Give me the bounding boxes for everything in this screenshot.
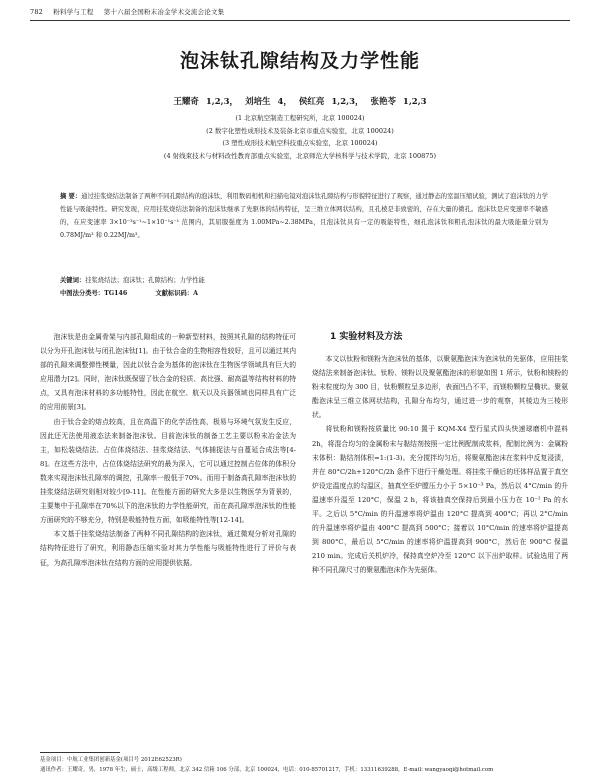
clc-number: 中图法分类号：TG146 bbox=[60, 290, 128, 297]
affiliation: (3 塑性成形技术航空科技重点实验室，北京 100024) bbox=[222, 139, 378, 147]
author: 刘培生 4 bbox=[245, 97, 284, 107]
keywords-text: 挂浆烧结法；泡沫钛；孔隙结构；力学性能 bbox=[85, 277, 205, 284]
footnotes bbox=[40, 755, 580, 775]
keywords-label: 关键词： bbox=[60, 277, 86, 284]
body-paragraph: 泡沫钛是由金属骨架与内部孔隙组成的一种新型材料，按照其孔隙的结构特征可以分为开孔泡沫钛与闭孔泡沫钛[1]。由于钛合金的生物相容性较好，且可以通过其内部的孔隙来调整弹性模量，因此以钛合金为基体的泡沫钛在生物医学领域具有巨大的应用潜力[2]。同时，泡沫钛既保留了钛合金的轻质、高比强、耐高温等结构材料的特点，又具有泡沫材料的多功能特性，因此在航空、航天以及兵器领域也同样具有广泛的应用前景[3]。 bbox=[40, 333, 296, 412]
abstract bbox=[60, 190, 548, 242]
classification-line bbox=[60, 287, 548, 300]
document-code: 文献标识码：A bbox=[155, 290, 198, 297]
keywords bbox=[60, 274, 548, 287]
body-paragraph: 由于钛合金的熔点较高，且在高温下的化学活性高，极易与环境气氛发生反应，因此还无法使用液态法来制备泡沫钛。目前泡沫钛的制备工艺主要以粉末冶金法为主，如松装烧结法、占位体烧结法、挂浆烧结法、气体捕捉法与自蔓延合成法等[4-8]。在这些方法中，占位体烧结法研究的最为深入，它可以通过控制占位体的体积分数来实现泡沫钛孔隙率的调控，孔隙率一般低于70%。而用于制备高孔隙率泡沫钛的挂浆烧结法研究则相对较少[9-11]。在性能方面的研究大多是以生物医学为背景的，主要集中于孔隙率在70%以下的泡沫钛的力学性能研究，而在高孔隙率泡沫钛的性能方面研究的不够充分，特别是吸能特性方面，如吸能特性等[12-14]。 bbox=[40, 417, 296, 525]
footnote-divider bbox=[40, 752, 120, 753]
body-paragraph: 将钛粉和镁粉按质量比 90:10 置于 KQM-X4 型行星式四头快速球磨机中混料 2h，将混合均匀的金属粉末与黏结剂按照一定比例配制成浆料，配制比例为：金属粉末体积：黏结剂体积=1:(1-3)。充分搅拌均匀后，将聚氨酯泡沫在浆料中反复浸渍，并在 80°C/2h+120°C/2h 条件下进行干燥处理。将挂浆干燥后的坯体样品置于真空炉设定温度点的勾温区，抽真空至炉膛压力小于 5×10⁻³ Pa，然后以 4°C/min 的升温速率升温至 120°C，保温 2 h，将该抽真空保持后到最小压力在 10⁻² Pa 的水平。之后以 5°C/min 的升温速率将炉温由 120°C 提高到 400°C；再以 2°C/min 的升温速率将炉温由 400°C 提高到 500°C；接着以 10°C/min 的速率将炉温提高到 800°C，最后以 5°C/min 的速率将炉温提高到 900°C，然后在 900°C 保温 210 min。完成后关机炉冷，保持真空炉冷至 120°C 以下出炉取样。试验选用了两种不同孔隙尺寸的聚氨酯泡沫作为先驱体。 bbox=[312, 425, 568, 575]
affiliation-list bbox=[0, 112, 600, 162]
author-contact-note: 通讯作者：王耀奇，男，1978 年生，硕士，高级工程师，北京 342 信箱 106 分部，北京 100024，电话：010-85701217，手机：13311639288，E-mail: wangyaoqi@hotmail.com bbox=[40, 767, 494, 773]
page-number: 782 bbox=[30, 8, 44, 16]
body-paragraph: 本文基于挂浆烧结法制备了两种不同孔隙结构的泡沫钛，通过微观分析对孔隙的结构特征进行了研究，利用静态压缩实验对其力学性能与吸能特性进行了评价与表征，为高孔隙率泡沫钛在结构方面的应用提供依据。 bbox=[40, 530, 296, 567]
journal-name: 粉料学与工程 bbox=[53, 8, 94, 16]
funding-note: 基金项目：中航工业集团创新基金(项目号 2012E62523R) bbox=[40, 757, 182, 763]
abstract-label: 摘 要： bbox=[60, 193, 82, 200]
author: 王耀奇 1,2,3 bbox=[173, 97, 230, 107]
author-list: 王耀奇 1,2,3， 刘培生 4， 侯红亮 1,2,3， 张艳苓 1,2,3 bbox=[173, 97, 427, 107]
conference-name: 第十六届全国粉末冶金学术交流会论文集 bbox=[103, 8, 225, 16]
header-divider bbox=[30, 20, 570, 21]
body-paragraph: 本文以钛粉和镁粉为泡沫钛的基体，以聚氨酯泡沫为泡沫钛的先驱体，应用挂浆烧结法来制备泡沫钛。钛粉、镁粉以及聚氨酯泡沫的形貌如图 1 所示，钛粉和镁粉的粉末粒度均为 300 目，钛粉颗粒呈多边形，表面凹凸不平，而镁粉颗粒呈椭状。聚氨酯泡沫呈三维立体网状结构，孔隙分布均匀，通过进一步的观察，其棱边为三棱形状。 bbox=[312, 355, 568, 420]
affiliation: (4 射线束技术与材料改性教育部重点实验室，北京师范大学核科学与技术学院，北京 100875) bbox=[163, 151, 437, 160]
section-heading: 1 实验材料及方法 bbox=[330, 332, 403, 342]
author: 侯红亮 1,2,3 bbox=[298, 97, 355, 107]
author: 张艳苓 1,2,3 bbox=[370, 97, 427, 107]
left-column bbox=[40, 330, 296, 570]
affiliation: (1 北京航空制造工程研究所，北京 100024) bbox=[235, 114, 365, 122]
right-column bbox=[312, 330, 568, 578]
abstract-text: 通过挂浆烧结法制备了两种不同孔隙结构的泡沫钛，利用数码相机和扫描电镜对泡沫钛孔隙结构与形貌特征进行了观察，通过静态的室温压缩试验，测试了泡沫钛的力学性能与吸能特性。研究发现，应用挂浆烧结法制备的泡沫钛继承了先驱体的结构特征，呈三维立体网状结构，且孔棱是非致密的，存在大量的微孔。泡沫钛是应变速率不敏感的，在应变速率 3×10⁻³s⁻¹~1×10⁻¹s⁻¹ 范围内，其屈服强度为 1.00MPa~2.38MPa，且泡沫钛具有一定的吸能特性，细孔泡沫钛和粗孔泡沫钛的最大吸能量分别为 0.78MJ/m³ 和 0.22MJ/m³。 bbox=[60, 193, 548, 239]
paper-title: 泡沫钛孔隙结构及力学性能 bbox=[179, 50, 420, 72]
affiliation: (2 数字化塑性成形技术及装备北京市重点实验室，北京 100024) bbox=[206, 126, 394, 135]
running-header bbox=[30, 7, 590, 16]
